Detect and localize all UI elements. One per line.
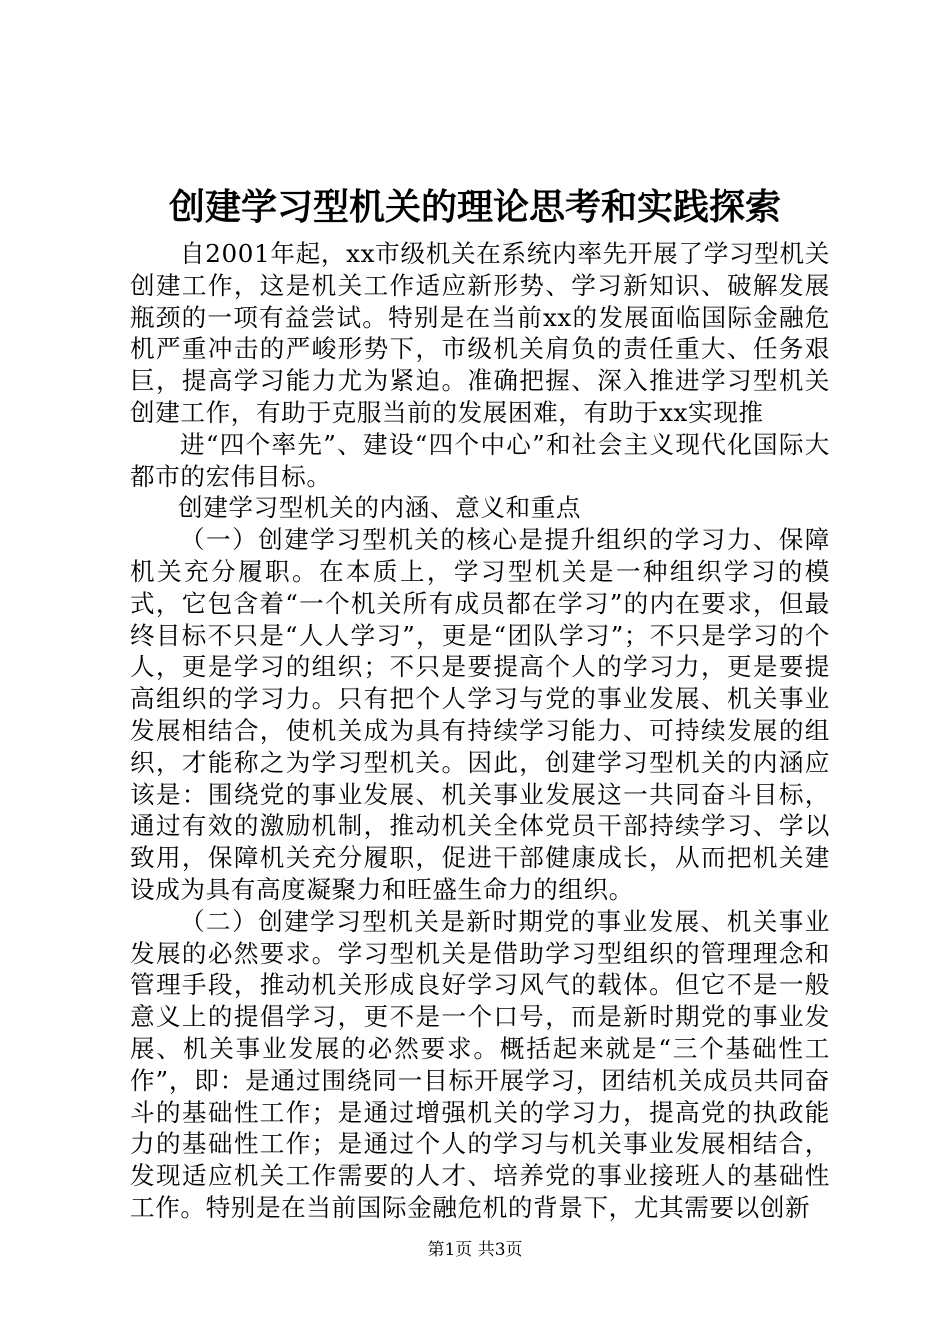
page-footer: 第1页 共3页 bbox=[427, 1240, 523, 1260]
document-body bbox=[130, 238, 830, 1224]
paragraph-section-one: （一）创建学习型机关的核心是提升组织的学习力、保障机关充分履职。在本质上，学习型机关是一种组织学习的模式，它包含着“一个机关所有成员都在学习”的内在要求，但最终目标不只是“人人学习”，更是“团队学习”；不只是学习的个人，更是学习的组织；不只是要提高个人的学习力，更是要提高组织的学习力。只有把个人学习与党的事业发展、机关事业发展相结合，使机关成为具有持续学习能力、可持续发展的组织，才能称之为学习型机关。因此，创建学习型机关的内涵应该是：围绕党的事业发展、机关事业发展这一共同奋斗目标，通过有效的激励机制，推动机关全体党员干部持续学习、学以致用，保障机关充分履职，促进干部健康成长，从而把机关建设成为具有高度凝聚力和旺盛生命力的组织。 bbox=[130, 525, 830, 904]
document-title: 创建学习型机关的理论思考和实践探索 bbox=[168, 186, 781, 228]
paragraph-intro: 自2001年起，xx市级机关在系统内率先开展了学习型机关创建工作，这是机关工作适应新形势、学习新知识、破解发展瓶颈的一项有益尝试。特别是在当前xx的发展面临国际金融危机严重冲击的严峻形势下，市级机关肩负的责任重大、任务艰巨，提高学习能力尤为紧迫。准确把握、深入推进学习型机关创建工作，有助于克服当前的发展困难，有助于xx实现推 bbox=[130, 239, 830, 427]
paragraph-section-two: （二）创建学习型机关是新时期党的事业发展、机关事业发展的必然要求。学习型机关是借助学习型组织的管理理念和管理手段，推动机关形成良好学习风气的载体。但它不是一般意义上的提倡学习，更不是一个口号，而是新时期党的事业发展、机关事业发展的必然要求。概括起来就是“三个基础性工作”，即：是通过围绕同一目标开展学习，团结机关成员共同奋斗的基础性工作；是通过增强机关的学习力，提高党的执政能力的基础性工作；是通过个人的学习与机关事业发展相结合，发现适应机关工作需要的人才、培养党的事业接班人的基础性工作。特别是在当前国际金融危机的背景下，尤其需要以创新 bbox=[130, 906, 830, 1222]
section-heading: 创建学习型机关的内涵、意义和重点 bbox=[178, 493, 582, 523]
paragraph-intro-continued: 进“四个率先”、建设“四个中心”和社会主义现代化国际大都市的宏伟目标。 bbox=[130, 429, 830, 491]
